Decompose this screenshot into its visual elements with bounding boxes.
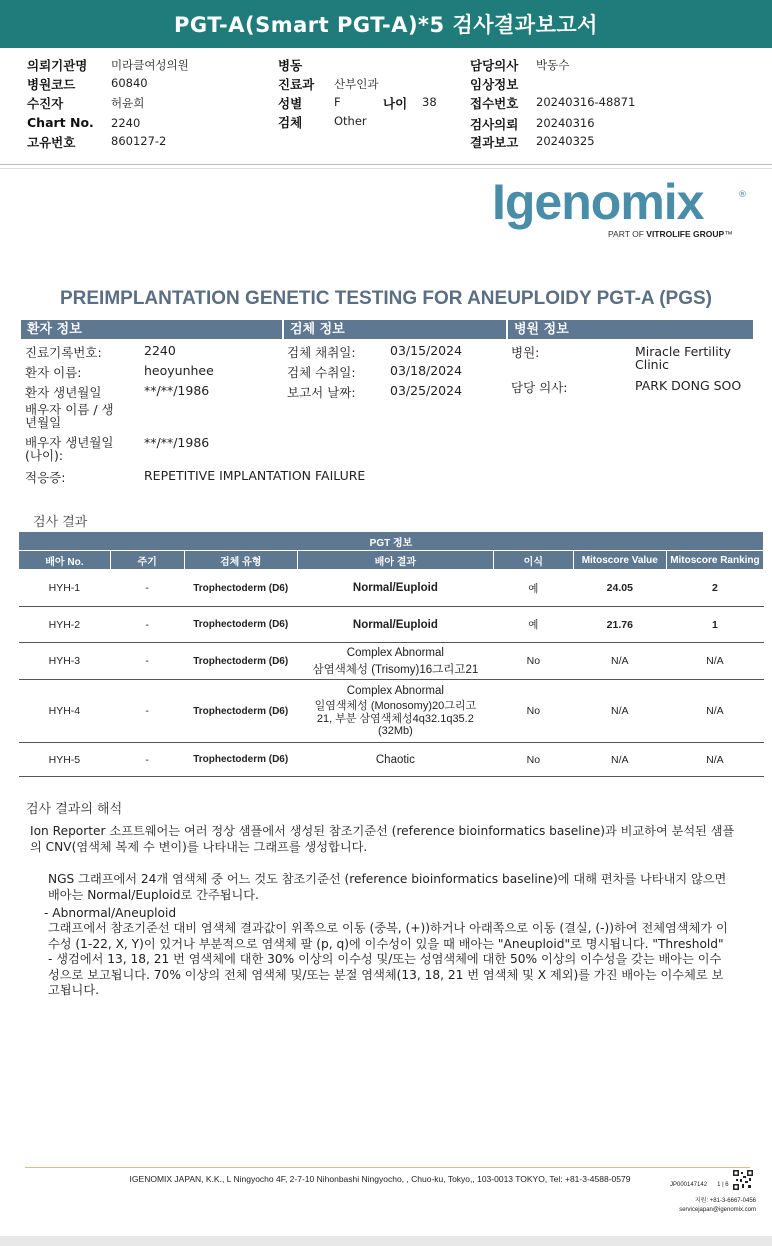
col-header: 이식 [493,551,573,570]
report-header [0,50,772,165]
table-row [19,607,764,643]
result-detail: 삼염색체성 (Trisomy)16그리고21 [312,663,479,676]
partner-name-label: 배우자 이름 / 생년월일 [25,402,114,430]
section-clinic-info: 병원 정보 [508,320,753,339]
embryo-result [297,570,493,607]
mitoscore-value: N/A [573,643,666,680]
footer-fax: 지원: +81-3-6667-0456 [694,1198,756,1204]
hdr-label: 고유번호 [27,135,76,150]
table-row [19,570,764,607]
footer-divider [25,1167,750,1168]
table-group-header: PGT 정보 [19,532,764,551]
mitoscore-ranking: 2 [666,570,763,607]
collection-date-value: 03/15/2024 [390,343,463,358]
medical-record-value: 2240 [144,343,176,358]
col-header: Mitoscore Ranking [666,551,763,570]
results-heading: 검사 결과 [33,515,88,530]
embryo-result [297,607,493,643]
result-main: Normal/Euploid [352,582,438,594]
mitoscore-value: N/A [573,743,666,777]
hdr-value: 860127-2 [111,134,167,148]
hdr-value: Other [334,114,367,128]
embryo-id: HYH-4 [19,680,111,743]
transfer: 예 [493,607,573,643]
interpretation-subheading: - Abnormal/Aneuploid [44,906,177,920]
embryo-result [297,680,493,743]
page-bottom-strip [0,1236,772,1246]
hdr-value: 38 [422,95,437,109]
col-header: 배아 No. [19,551,111,570]
cycle: - [110,643,184,680]
hdr-value: F [334,95,341,109]
transfer: 예 [493,570,573,607]
page-number: 1 | 6 [717,1182,729,1188]
doctor-value: PARK DONG SOO [635,378,742,393]
document-code [670,1182,729,1188]
col-header: Mitoscore Value [573,551,666,570]
logo-sub-prefix: PART OF [608,229,644,239]
patient-name-value: heoyunhee [144,363,214,378]
hdr-label: 성별 [278,96,303,111]
section-patient-info: 환자 정보 [21,320,282,339]
mitoscore-value: N/A [573,680,666,743]
footer-email: servicejapan@igenomix.com [679,1207,756,1213]
report-title: PREIMPLANTATION GENETIC TESTING FOR ANEUPLOIDY PGT-A (PGS) [59,288,712,309]
hdr-label: 담당의사 [470,58,519,73]
table-row [19,643,764,680]
logo-subtitle [608,229,733,239]
divider [0,164,772,165]
transfer: No [493,680,573,743]
partner-dob-value: **/**/1986 [144,435,210,450]
hdr-label: 병동 [278,58,303,73]
indication-value: REPETITIVE IMPLANTATION FAILURE [144,468,366,483]
logo-wordmark: Igenomix [492,174,704,230]
col-header: 검체 유형 [184,551,297,570]
result-main: Complex Abnormal [346,646,444,659]
footer-address: IGENOMIX JAPAN, K.K., L Ningyocho 4F, 2-7-10 Nihonbashi Ningyocho, , Chuo-ku, Tokyo,, 103-0013 TOKYO, Tel: +81-3-4588-0579 [129,1174,631,1184]
embryo-result [297,743,493,777]
tissue-type: Trophectoderm (D6) [184,570,297,607]
hospital-value: Miracle Fertility Clinic [635,344,732,372]
mitoscore-value: 21.76 [573,607,666,643]
divider [0,168,772,169]
result-main: Complex Abnormal [346,685,444,698]
mitoscore-ranking: N/A [666,743,763,777]
report-date-value: 03/25/2024 [390,383,463,398]
interpretation-paragraph: NGS 그래프에서 24개 염색체 중 어느 것도 참조기준선 (reference bioinformatics baseline)에 대해 편차를 나타내지 않으면 배아는 Normal/Euploid로 간주됩니다. [48,872,727,902]
received-date-label: 검체 수취일: [287,365,356,380]
pgt-results-table [18,531,764,777]
mitoscore-ranking: N/A [666,643,763,680]
cycle: - [110,680,184,743]
report-date-label: 보고서 날짜: [287,385,356,400]
hdr-value: 60840 [111,76,148,90]
hdr-label: 의뢰기관명 [27,58,88,73]
collection-date-label: 검체 채취일: [287,345,356,360]
hdr-label: 결과보고 [470,135,519,150]
result-detail: 일염색체성 (Monosomy)20그리고21, 부분 삼염색체성4q32.1q35.2 (32Mb) [314,700,477,738]
hdr-label: 수진자 [27,96,64,111]
received-date-value: 03/18/2024 [390,363,463,378]
mitoscore-ranking: N/A [666,680,763,743]
hdr-label: 병원코드 [27,77,76,92]
interpretation-paragraph: Ion Reporter 소프트웨어는 여러 정상 샘플에서 생성된 참조기준선 (reference bioinformatics baseline)과 비교하여 분석된 샘플의 CNV(염색체 복제 수 변이)를 나타내는 그래프를 생성합니다. [30,824,735,854]
doc-code: JP000147142 [670,1182,708,1188]
col-header: 배아 결과 [297,551,493,570]
cycle: - [110,607,184,643]
embryo-result [297,643,493,680]
table-row [19,680,764,743]
partner-dob-label: 배우자 생년월일 (나이): [25,435,114,463]
hospital-label: 병원: [511,345,540,360]
hdr-value: 산부인과 [334,77,379,91]
transfer: No [493,743,573,777]
hdr-label: 검사의뢰 [470,117,519,132]
igenomix-logo [492,176,752,240]
embryo-id: HYH-2 [19,607,111,643]
document-title: PGT-A(Smart PGT-A)*5 검사결과보고서 [0,0,772,48]
interpretation-paragraph: 그래프에서 참조기준선 대비 염색체 결과값이 위쪽으로 이동 (중복, (+))하거나 아래쪽으로 이동 (결실, (-))하여 전체염색체가 이수성 (1-22, X, Y)이 있거나 부분적으로 염색체 팔 (p, q)에 이수성이 있을 때 배아는 "Aneuploid"로 명시됩니다. "Threshold" - 생검에서 13, 18, 21 번 염색체에 대한 30% 이상의 이수성 및/또는 성염색체에 대한 50% 이상의 이수성을 갖는 배아는 이수성으로 보고됩니다. 70% 이상의 전체 염색체 및/또는 분절 염색체(13, 18, 21 번 염색체 및 X 제외)를 가진 배아는 이수체로 보고됩니다. [48,921,728,997]
embryo-id: HYH-5 [19,743,111,777]
tissue-type: Trophectoderm (D6) [184,680,297,743]
hdr-value: 20240316-48871 [536,95,636,109]
cycle: - [110,743,184,777]
hdr-label: 나이 [383,96,408,111]
doctor-label: 담당 의사: [511,380,568,395]
hdr-value: 박동수 [536,58,570,72]
medical-record-label: 진료기록번호: [25,345,102,360]
patient-dob-label: 환자 생년월일 [25,385,102,400]
interpretation-heading: 검사 결과의 해석 [26,802,123,817]
patient-name-label: 환자 이름: [25,365,82,380]
footer-contact [660,1197,756,1215]
tissue-type: Trophectoderm (D6) [184,643,297,680]
hdr-value: 20240316 [536,116,595,130]
col-header: 주기 [110,551,184,570]
hdr-label: 진료과 [278,77,315,92]
logo-sub-brand: VITROLIFE GROUP [646,229,725,239]
mitoscore-ranking: 1 [666,607,763,643]
hdr-value: 20240325 [536,134,595,148]
embryo-id: HYH-1 [19,570,111,607]
hdr-label: Chart No. [27,115,94,130]
tissue-type: Trophectoderm (D6) [184,607,297,643]
hdr-label: 임상정보 [470,77,519,92]
transfer: No [493,643,573,680]
embryo-id: HYH-3 [19,643,111,680]
logo-sub-tm: ™ [724,229,733,239]
section-sample-info: 검체 정보 [284,320,506,339]
hdr-value: 미라클여성의원 [111,58,189,72]
table-row [19,743,764,777]
patient-dob-value: **/**/1986 [144,383,210,398]
result-main: Chaotic [375,753,415,766]
mitoscore-value: 24.05 [573,570,666,607]
hdr-label: 접수번호 [470,96,519,111]
result-main: Normal/Euploid [352,618,438,631]
registered-mark: ® [738,190,747,200]
indication-label: 적응증: [25,470,66,485]
hdr-value: 허윤희 [111,96,145,110]
qr-code-icon [733,1170,753,1190]
cycle: - [110,570,184,607]
hdr-label: 검체 [278,115,303,130]
hdr-value: 2240 [111,116,141,130]
tissue-type: Trophectoderm (D6) [184,743,297,777]
